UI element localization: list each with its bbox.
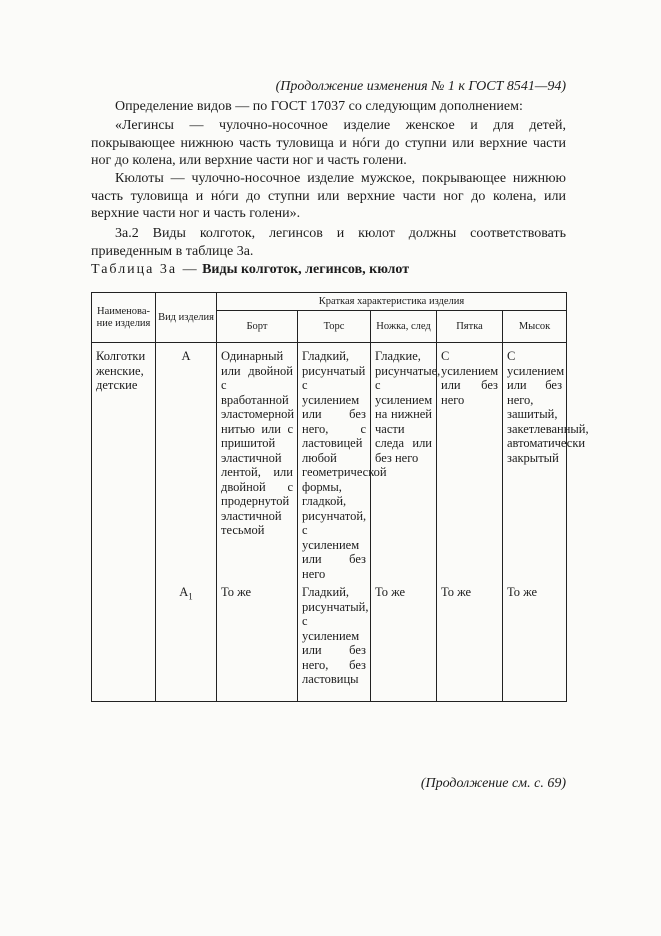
cell-tors: Гладкий, рисунчатый, с усилением или без него, без ластовицы [298, 583, 371, 701]
cell-mysok: То же [503, 583, 567, 701]
cell-tors: Гладкий, рисунчатый с усилением или без него, с ластовицей любой геометрической формы, гладкой, рисунчатой, с усилением или без него [298, 343, 371, 584]
header-nozhka: Ножка, след [371, 311, 437, 343]
cell-kind: А [156, 343, 217, 584]
header-tors: Торс [298, 311, 371, 343]
page-header: (Продолжение изменения № 1 к ГОСТ 8541—94) [275, 79, 566, 94]
header-characteristics: Краткая характеристика изделия [217, 293, 567, 311]
table-row [92, 343, 567, 584]
cell-nozhka: То же [371, 583, 437, 701]
paragraph-clause: 3а.2 Виды колготок, легинсов и кюлот должны соответствовать приведенным в таблице 3а. [91, 226, 566, 259]
header-pyatka: Пятка [437, 311, 503, 343]
paragraph-definition: Определение видов — по ГОСТ 17037 со следующим дополнением: [115, 99, 523, 114]
header-kind: Вид изделия [156, 293, 217, 343]
table-caption-title: Виды колготок, легинсов, кюлот [202, 262, 410, 277]
cell-pyatka: То же [437, 583, 503, 701]
paragraph-culottes: Кюлоты — чулочно-носочное изделие мужское, покрывающее нижнюю часть туловища и нóги до ступни или верхние части ног до колена, или верхние части ног и часть голени». [91, 171, 566, 221]
paragraph-leggings: «Легинсы — чулочно-носочное изделие женское и для детей, покрывающее нижнюю часть туловища и нóги до ступни или верхние части ног до колена, или верхние части ног и часть голени. [91, 118, 566, 168]
cell-pyatka: С усилением или без него [437, 343, 503, 584]
cell-name-empty [92, 583, 156, 701]
cell-name: Колготки женские, детские [92, 343, 156, 584]
types-table [91, 292, 589, 702]
table-caption [91, 262, 409, 278]
cell-bort: То же [217, 583, 298, 701]
page-footer: (Продолжение см. с. 69) [420, 776, 566, 791]
header-mysok: Мысок [503, 311, 567, 343]
cell-bort: Одинарный или двойной с вработанной эластомерной нитью или с пришитой эластичной лентой, или двойной с продернутой эластичной тесьмой [217, 343, 298, 584]
table-row [92, 583, 567, 701]
cell-kind-sub: 1 [188, 591, 193, 602]
header-name: Наименова-ние изделия [92, 293, 156, 343]
cell-kind-main: А [179, 585, 189, 599]
header-bort: Борт [217, 311, 298, 343]
cell-nozhka: Гладкие, рисунчатые, с усилением на нижней части следа или без него [371, 343, 437, 584]
table-caption-label: Таблица 3а — [91, 262, 199, 277]
cell-kind [156, 583, 217, 701]
cell-mysok: С усилением или без него, зашитый, закетлеванный, автоматически закрытый [503, 343, 567, 584]
